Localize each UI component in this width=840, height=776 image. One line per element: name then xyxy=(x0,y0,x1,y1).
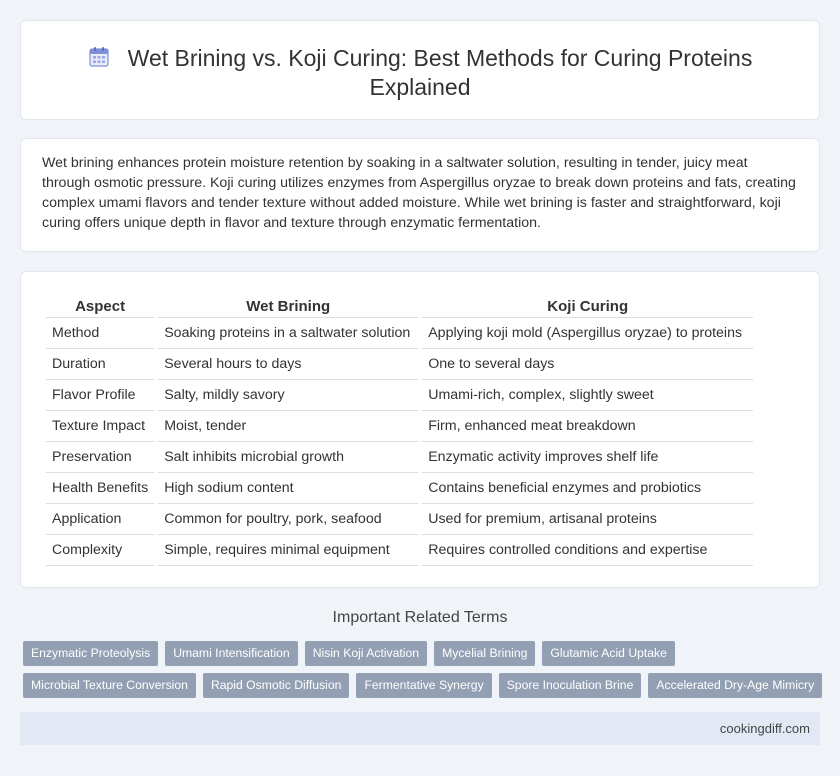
table-row xyxy=(46,411,753,442)
table-cell-koji-curing: Firm, enhanced meat breakdown xyxy=(422,411,753,442)
tag-row xyxy=(23,641,823,666)
table-row xyxy=(46,442,753,473)
table-cell-aspect: Method xyxy=(46,318,154,349)
related-terms-list xyxy=(23,641,823,705)
footer-site-link[interactable]: cookingdiff.com xyxy=(719,721,810,736)
table-cell-koji-curing: Applying koji mold (Aspergillus oryzae) to proteins xyxy=(422,318,753,349)
table-cell-aspect: Flavor Profile xyxy=(46,380,154,411)
table-header-row xyxy=(46,296,753,318)
table-cell-koji-curing: Enzymatic activity improves shelf life xyxy=(422,442,753,473)
related-terms-title: Important Related Terms xyxy=(332,609,508,626)
comparison-table xyxy=(42,296,757,566)
table-row xyxy=(46,318,753,349)
table-cell-aspect: Application xyxy=(46,504,154,535)
table-cell-wet-brining: Salty, mildly savory xyxy=(158,380,418,411)
table-row xyxy=(46,349,753,380)
related-term-tag[interactable]: Umami Intensification xyxy=(165,641,298,666)
related-term-tag[interactable]: Microbial Texture Conversion xyxy=(23,673,196,698)
page-title: Wet Brining vs. Koji Curing: Best Methods for Curing Proteins Explained xyxy=(127,45,753,100)
table-cell-koji-curing: Used for premium, artisanal proteins xyxy=(422,504,753,535)
header-card xyxy=(20,20,820,120)
table-cell-aspect: Preservation xyxy=(46,442,154,473)
table-row xyxy=(46,380,753,411)
related-term-tag[interactable]: Spore Inoculation Brine xyxy=(499,673,642,698)
column-header-aspect: Aspect xyxy=(46,296,154,318)
table-row xyxy=(46,504,753,535)
table-cell-wet-brining: Salt inhibits microbial growth xyxy=(158,442,418,473)
table-cell-koji-curing: Umami-rich, complex, slightly sweet xyxy=(422,380,753,411)
table-cell-wet-brining: Common for poultry, pork, seafood xyxy=(158,504,418,535)
table-row xyxy=(46,535,753,566)
related-term-tag[interactable]: Nisin Koji Activation xyxy=(305,641,427,666)
related-term-tag[interactable]: Glutamic Acid Uptake xyxy=(542,641,675,666)
related-term-tag[interactable]: Accelerated Dry-Age Mimicry xyxy=(648,673,822,698)
table-cell-aspect: Texture Impact xyxy=(46,411,154,442)
table-cell-wet-brining: Soaking proteins in a saltwater solution xyxy=(158,318,418,349)
table-cell-koji-curing: One to several days xyxy=(422,349,753,380)
related-term-tag[interactable]: Enzymatic Proteolysis xyxy=(23,641,158,666)
table-cell-wet-brining: Moist, tender xyxy=(158,411,418,442)
table-cell-aspect: Health Benefits xyxy=(46,473,154,504)
calendar-icon xyxy=(88,46,110,68)
column-header-koji-curing: Koji Curing xyxy=(422,296,753,318)
table-cell-wet-brining: Simple, requires minimal equipment xyxy=(158,535,418,566)
related-term-tag[interactable]: Mycelial Brining xyxy=(434,641,535,666)
related-term-tag[interactable]: Fermentative Synergy xyxy=(356,673,491,698)
column-header-wet-brining: Wet Brining xyxy=(158,296,418,318)
table-cell-aspect: Duration xyxy=(46,349,154,380)
page-title-wrap xyxy=(61,44,779,102)
footer-bar xyxy=(20,712,820,745)
table-cell-koji-curing: Contains beneficial enzymes and probiotics xyxy=(422,473,753,504)
table-cell-wet-brining: High sodium content xyxy=(158,473,418,504)
table-cell-koji-curing: Requires controlled conditions and expertise xyxy=(422,535,753,566)
intro-card xyxy=(20,138,820,252)
table-row xyxy=(46,473,753,504)
table-cell-wet-brining: Several hours to days xyxy=(158,349,418,380)
intro-paragraph: Wet brining enhances protein moisture retention by soaking in a saltwater solution, resulting in tender, juicy meat through osmotic pressure. Koji curing utilizes enzymes from Aspergillus oryzae to break down proteins and fats, creating complex umami flavors and tender texture without added moisture. While wet brining is faster and straightforward, koji curing offers unique depth in flavor and texture through enzymatic fermentation. xyxy=(42,155,796,231)
comparison-table-card xyxy=(20,271,820,588)
related-term-tag[interactable]: Rapid Osmotic Diffusion xyxy=(203,673,350,698)
tag-row xyxy=(23,673,823,698)
table-cell-aspect: Complexity xyxy=(46,535,154,566)
